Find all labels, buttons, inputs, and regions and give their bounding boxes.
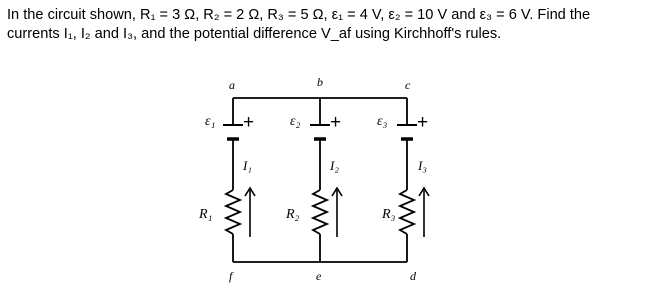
current-label-3: I₃ bbox=[418, 158, 427, 173]
node-label-d: d bbox=[410, 269, 416, 283]
emf-label-2: ε₂ bbox=[290, 114, 301, 129]
node-label-f: f bbox=[229, 269, 233, 283]
plus-sign-2: + bbox=[330, 112, 342, 133]
resistor-r2 bbox=[313, 190, 327, 234]
resistor-label-2: R₂ bbox=[286, 207, 300, 222]
resistor-r3 bbox=[400, 190, 414, 234]
plus-sign-1: + bbox=[243, 112, 255, 133]
emf-label-1: ε₁ bbox=[205, 114, 216, 129]
emf-label-3: ε₃ bbox=[377, 114, 388, 129]
plus-sign-3: + bbox=[417, 112, 429, 133]
resistor-label-1: R₁ bbox=[199, 207, 213, 222]
problem-line-2: currents I₁, I₂ and I₃, and the potential difference V_af using Kirchhoff's rules. bbox=[7, 26, 502, 42]
node-label-b: b bbox=[317, 75, 323, 89]
current-label-2: I₂ bbox=[330, 158, 339, 173]
resistor-label-3: R₃ bbox=[382, 207, 396, 222]
node-label-a: a bbox=[229, 78, 235, 92]
node-label-c: c bbox=[405, 78, 411, 92]
current-label-1: I₁ bbox=[243, 158, 252, 173]
node-label-e: e bbox=[316, 269, 322, 283]
resistor-r1 bbox=[226, 190, 240, 234]
problem-line-1: In the circuit shown, R₁ = 3 Ω, R₂ = 2 Ω, R₃ = 5 Ω, ε₁ = 4 V, ε₂ = 10 V and ε₃ = 6 V. Find the bbox=[7, 7, 591, 23]
